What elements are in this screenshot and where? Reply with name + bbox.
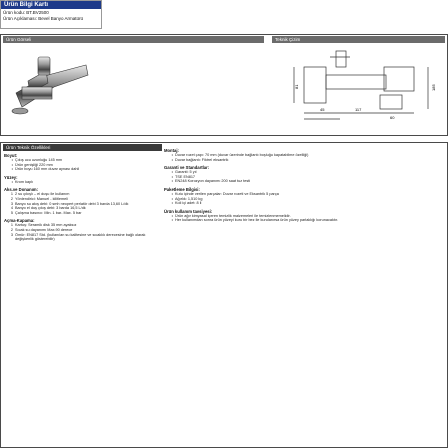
list-item: • TSE EN817 [171, 174, 196, 179]
bakim-title: Ürün kullanım tavsiyesi: [164, 208, 213, 214]
technical-drawing [280, 47, 445, 133]
paket-title: Paketleme Bilgisi: [164, 186, 200, 192]
list-item: • Her kullanımdan sonra ürün yüzeyi kuru bir bez ile kurulanırsa ürün yüzey parlaklığı korunacaktır. [171, 218, 339, 223]
list-item: • Ürün ağır kimyasal içeren temizlik malzemeleri ile temizlenmemelidir. [171, 213, 291, 218]
list-item: • Ürün boyu 160 mm duvar aynası dahil [11, 167, 80, 172]
dim-60: 60 [390, 115, 395, 120]
specs-left-column [4, 153, 156, 242]
product-code: Ürün kodu: BT.BV2500 [3, 10, 49, 15]
list-item: • EN248 Korozyon dayanımı 200 saat tuz testi [171, 179, 251, 184]
list-item: • Kutu içinde verilen parçalar: Duvar rozeti ve Eksantrik 5 parça [171, 191, 279, 196]
dim-117: 117 [355, 107, 362, 112]
dim-81: 81 [294, 84, 299, 89]
garanti-title: Garanti ve Standartlar: [164, 165, 210, 171]
faucet-image [8, 45, 98, 125]
list-item: 4 Banyo el duş çıkış debi: 3 barda 16,5 L/dk [10, 206, 86, 211]
montaj-title: Montaj: [164, 148, 179, 153]
specs-header: Ürün Teknik Özellikleri [3, 144, 162, 151]
dim-45: 45 [320, 107, 325, 112]
product-header-card [0, 0, 102, 29]
list-item: 5 Çalışma basıncı: Min. 1 bar- Max. 5 bar [10, 210, 82, 215]
list-item: 2 Yönlendirici: Manuel - kilitlemeli [10, 196, 68, 201]
list-item: • Krom kaplı [11, 179, 34, 184]
dim-185: 185 [431, 84, 436, 91]
list-item: 3 Banyo su akış debi: 0 smh neopert perlatör debi 3 barda 13,60 L/dk [10, 201, 129, 206]
boyut-title: Boyut: [4, 153, 18, 158]
product-description: Ürün Açıklaması: Bevel Banyo Armatürü [3, 16, 84, 21]
list-item: • Duvar rozet çapı: 70 mm (duvar üzerinde bağlantı boşluğu kapatabilme özelliği) [171, 153, 309, 157]
list-item: • Duvar bağlantı: Fiktrel eksantrik [171, 157, 229, 162]
list-item: 1 2 su çıkışlı – el duşu ile kullanım [10, 192, 70, 197]
yuzey-title: Yüzey: [4, 174, 18, 180]
list-item: • Ürün genişliği 220 mm [11, 162, 53, 167]
list-item: • Ağırlık: 1,510 kg [171, 196, 203, 201]
list-item: • Garanti: 5 yıl [171, 170, 197, 175]
list-item: 3 Ömür: EN817 Std. (kullanılan su kalitesine ve sıcaklık derecesine bağlı olarak değişkenlik gösterebilir) [10, 232, 146, 242]
specs-right-column [164, 148, 442, 223]
product-image-header: Ürün Görseli [3, 36, 264, 43]
list-item: 2 Sıcak su dayanımı Max.90 derece [10, 227, 73, 232]
acma-kapama-title: Açma-Kapama: [4, 218, 35, 224]
list-item: 1 Kartuş: Seramik disk 35 mm ayaksız [10, 223, 77, 228]
list-item: • Çıkış ucu uzunluğu 145 mm [11, 158, 63, 162]
technical-drawing-header: Teknik Çizim [272, 36, 445, 43]
list-item: • Koli içi adet: 8 li [171, 201, 202, 206]
product-card-title: Ürün Bilgi Kartı [1, 1, 101, 9]
aksesuar-title: Aks.ve Donanım: [4, 187, 38, 193]
